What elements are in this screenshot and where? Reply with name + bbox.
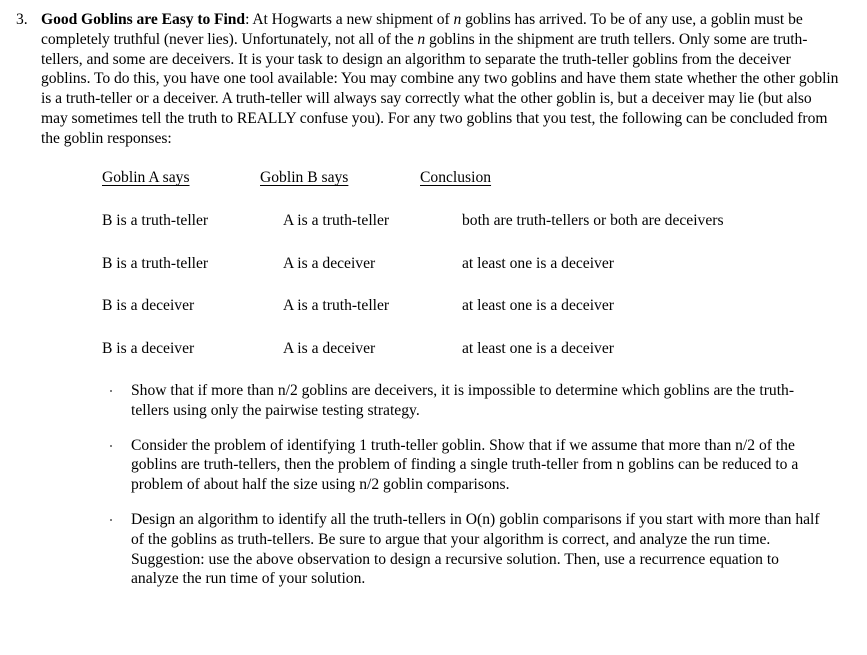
table-cell: A is a deceiver [283, 340, 376, 357]
variable-n: n [453, 11, 462, 28]
table-cell: A is a truth-teller [283, 212, 390, 229]
table-header-goblin-a: Goblin A says [102, 169, 190, 186]
sub-question-text: Design an algorithm to identify all the truth-tellers in O(n) goblin comparisons if you start with more than half of the goblins as truth-tellers. Be sure to argue that your algorithm is correct, and analyze the run time. Suggestion: use the above observation to design a recursive solution. Then, use a recurrence equation to analyze the run time of your solution. [131, 510, 820, 588]
table-cell: A is a deceiver [283, 255, 376, 272]
sub-question-list [110, 381, 830, 604]
problem-text-part: goblins has arrived. To be of any use, a goblin must be completely truthful (never lies). Unfortunately, not all of the [41, 11, 803, 48]
problem-title: Good Goblins are Easy to Find [41, 11, 246, 28]
table-cell: A is a truth-teller [283, 297, 390, 314]
table-header-goblin-b: Goblin B says [260, 169, 349, 186]
problem-text-part: : At Hogwarts a new shipment of [245, 11, 454, 28]
sub-question-text: Consider the problem of identifying 1 truth-teller goblin. Show that if we assume that more than n/2 of the goblins are truth-tellers, then the problem of finding a single truth-teller from n goblins can be reduced to a problem of about half the size using n/2 goblin comparisons. [131, 436, 799, 494]
bullet-dot-icon [110, 519, 112, 521]
table-cell: B is a truth-teller [102, 255, 209, 272]
table-cell: at least one is a deceiver [462, 340, 614, 357]
table-cell: both are truth-tellers or both are deceivers [462, 212, 724, 229]
problem-text-part: goblins in the shipment are truth tellers. Only some are truth-tellers, and some are deceivers. It is your task to design an algorithm to separate the truth-teller goblins from the deceiver goblins. To do this, you have one tool available: You may combine any two goblins and have them state whether the other goblin is a truth-teller or a deceiver. A truth-teller will always say correctly what the other goblin is, but a deceiver may lie (but also may sometimes tell the truth to REALLY confuse you). For any two goblins that you test, the following can be concluded from the goblin responses: [41, 30, 839, 147]
bullet-dot-icon [110, 445, 112, 447]
sub-question [110, 510, 830, 589]
table-cell: at least one is a deceiver [462, 297, 614, 314]
table-cell: B is a deceiver [102, 340, 195, 357]
table-cell: B is a deceiver [102, 297, 195, 314]
bullet-dot-icon [110, 390, 112, 392]
variable-n: n [417, 30, 426, 48]
table-header-conclusion: Conclusion [420, 169, 492, 186]
table-cell: B is a truth-teller [102, 212, 209, 229]
sub-question [110, 381, 830, 421]
problem-number: 3. [16, 11, 28, 28]
sub-question [110, 436, 830, 495]
table-cell: at least one is a deceiver [462, 255, 614, 272]
sub-question-text: Show that if more than n/2 goblins are deceivers, it is impossible to determine which goblins are the truth-tellers using only the pairwise testing strategy. [131, 382, 795, 419]
